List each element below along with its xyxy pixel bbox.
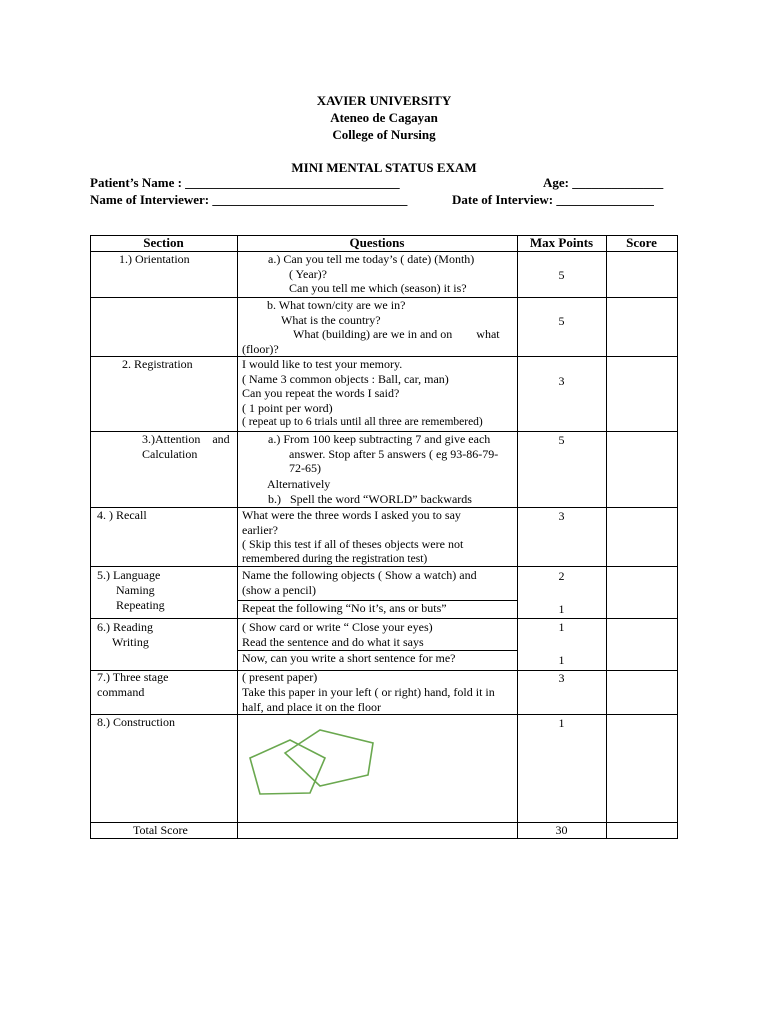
section-attention-calculation-line2: Calculation (142, 446, 198, 461)
question-line: ( Skip this test if all of theses objects were not (242, 537, 464, 552)
section-language-naming: Naming (116, 583, 155, 597)
max-points: 2 (558, 569, 565, 583)
question-line: Read the sentence and do what it says (242, 635, 424, 649)
intersecting-pentagons-drawing (240, 723, 380, 803)
section-three-stage-command: 7.) Three stage (97, 670, 169, 684)
question-line: earlier? (242, 522, 278, 537)
question-line: a.) From 100 keep subtracting 7 and give each (268, 432, 491, 446)
section-writing: Writing (112, 635, 149, 649)
question-line: ( Show card or write “ Close your eyes) (242, 620, 433, 634)
pentagon-left (250, 740, 325, 794)
school-name: Ateneo de Cagayan (330, 110, 438, 125)
question-line: What is the country? (281, 312, 381, 327)
section-attention-calculation: 3.)Attention and (142, 432, 230, 446)
question-line: b.) Spell the word “WORLD” backwards (268, 492, 472, 506)
college-name: College of Nursing (332, 127, 436, 142)
max-points: 1 (558, 716, 565, 730)
section-three-stage-command-line2: command (97, 685, 145, 699)
question-line: Take this paper in your left ( or right) hand, fold it in (242, 685, 495, 699)
column-header-section: Section (143, 235, 184, 250)
question-line: half, and place it on the floor (242, 700, 381, 714)
question-line: answer. Stop after 5 answers ( eg 93-86-79- (289, 446, 499, 461)
max-points: 5 (558, 314, 565, 328)
question-line: ( repeat up to 6 trials until all three are remembered) (242, 416, 483, 429)
max-points: 1 (558, 620, 565, 634)
university-name: XAVIER UNIVERSITY (316, 93, 452, 108)
question-line: ( Year)? (289, 266, 327, 281)
max-points: 3 (558, 671, 565, 685)
section-language-repeating: Repeating (116, 598, 165, 612)
total-score-label: Total Score (133, 823, 188, 837)
max-points: 1 (558, 602, 565, 616)
section-recall: 4. ) Recall (97, 508, 147, 522)
question-line: Alternatively (267, 477, 331, 491)
question-line: ( 1 point per word) (242, 400, 333, 415)
interview-date-field: Date of Interview: _______________ (452, 192, 654, 207)
question-line: (floor)? (242, 341, 279, 356)
max-points: 1 (558, 653, 565, 667)
question-line: What (building) are we in and on what (293, 327, 500, 342)
column-header-max-points: Max Points (529, 235, 594, 250)
age-field: Age: ______________ (543, 175, 664, 190)
section-reading: 6.) Reading (97, 620, 153, 634)
mmse-table (90, 235, 678, 838)
section-language: 5.) Language (97, 568, 161, 582)
form-title: MINI MENTAL STATUS EXAM (291, 160, 477, 175)
column-header-score: Score (626, 235, 657, 250)
max-points: 5 (558, 268, 565, 282)
section-orientation: 1.) Orientation (119, 252, 190, 266)
question-line: What were the three words I asked you to say (242, 508, 461, 522)
max-points: 3 (558, 374, 565, 388)
column-header-questions: Questions (349, 235, 405, 250)
section-registration: 2. Registration (122, 357, 193, 371)
question-line: ( present paper) (242, 670, 318, 684)
question-line: Can you repeat the words I said? (242, 386, 400, 401)
total-max-points: 30 (555, 823, 568, 837)
question-line: Repeat the following “No it’s, ans or buts” (242, 601, 447, 615)
question-line: Can you tell me which (season) it is? (289, 281, 467, 296)
question-line: a.) Can you tell me today’s ( date) (Month) (268, 252, 475, 266)
question-line: b. What town/city are we in? (267, 298, 406, 312)
section-construction: 8.) Construction (97, 715, 175, 729)
question-line: ( Name 3 common objects : Ball, car, man) (242, 371, 449, 386)
question-line: Now, can you write a short sentence for me? (242, 651, 456, 665)
max-points: 5 (558, 433, 565, 447)
patient-name-field: Patient’s Name : _________________________________ (90, 175, 400, 190)
question-line: (show a pencil) (242, 583, 316, 597)
max-points: 3 (558, 509, 565, 523)
question-line: I would like to test your memory. (242, 357, 403, 371)
question-line: remembered during the registration test) (242, 552, 428, 565)
pentagon-right (285, 730, 373, 786)
question-line: Name the following objects ( Show a watch) and (242, 568, 477, 582)
question-line: 72-65) (289, 461, 321, 476)
interviewer-field: Name of Interviewer: ______________________________ (90, 192, 408, 207)
